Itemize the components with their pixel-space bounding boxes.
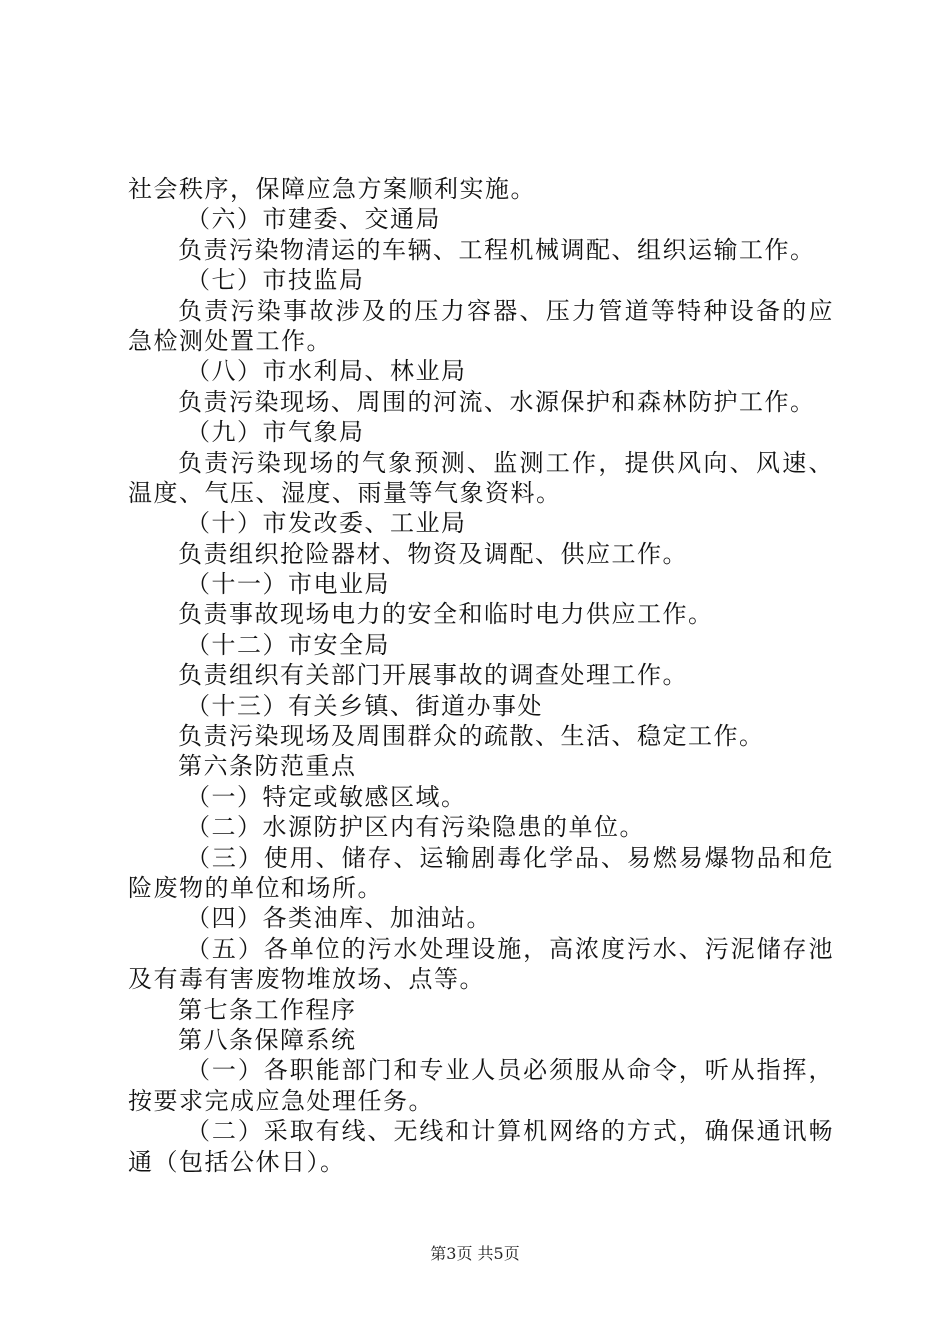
text-line: （九）市气象局 xyxy=(186,418,365,447)
text-line: 险废物的单位和场所。 xyxy=(128,873,383,902)
text-line: 温度、气压、湿度、雨量等气象资料。 xyxy=(128,478,562,507)
text-line: 负责组织抢险器材、物资及调配、供应工作。 xyxy=(178,539,688,568)
text-line: 按要求完成应急处理任务。 xyxy=(128,1086,434,1115)
text-line: （七）市技监局 xyxy=(186,266,365,295)
text-line: （四）各类油库、加油站。 xyxy=(186,904,492,933)
text-line: 负责污染事故涉及的压力容器、压力管道等特种设备的应 xyxy=(178,296,834,325)
text-line: （二）水源防护区内有污染隐患的单位。 xyxy=(186,813,645,842)
text-line: 负责污染现场的气象预测、监测工作，提供风向、风速、 xyxy=(178,448,834,477)
text-line: （六）市建委、交通局 xyxy=(186,205,441,234)
text-line: （一）各职能部门和专业人员必须服从命令，听从指挥， xyxy=(186,1056,834,1085)
text-line: （八）市水利局、林业局 xyxy=(186,357,467,386)
text-line: （二）采取有线、无线和计算机网络的方式，确保通讯畅 xyxy=(186,1117,834,1146)
text-line: （十一）市电业局 xyxy=(186,570,390,599)
text-line: （十三）有关乡镇、街道办事处 xyxy=(186,691,543,720)
body-text xyxy=(128,174,834,1177)
text-line: 及有毒有害废物堆放场、点等。 xyxy=(128,965,485,994)
text-line: 负责事故现场电力的安全和临时电力供应工作。 xyxy=(178,600,714,629)
text-line: 社会秩序，保障应急方案顺利实施。 xyxy=(128,175,536,203)
text-line: 负责污染现场及周围群众的疏散、生活、稳定工作。 xyxy=(178,722,765,751)
text-line: 第七条工作程序 xyxy=(178,995,357,1024)
text-line: 第八条保障系统 xyxy=(178,1025,357,1054)
text-line: （五）各单位的污水处理设施，高浓度污水、污泥储存池 xyxy=(186,934,834,963)
text-line: 负责污染现场、周围的河流、水源保护和森林防护工作。 xyxy=(178,387,816,416)
text-line: （十）市发改委、工业局 xyxy=(186,509,467,538)
text-line: （一）特定或敏感区域。 xyxy=(186,782,467,811)
text-line: 第六条防范重点 xyxy=(178,752,357,781)
text-line: （三）使用、储存、运输剧毒化学品、易燃易爆物品和危 xyxy=(186,843,834,872)
text-line: （十二）市安全局 xyxy=(186,630,390,659)
page-footer: 第3页 共5页 xyxy=(430,1244,520,1263)
text-line: 通（包括公休日）。 xyxy=(128,1147,346,1176)
text-line: 负责污染物清运的车辆、工程机械调配、组织运输工作。 xyxy=(178,235,816,264)
text-line: 负责组织有关部门开展事故的调查处理工作。 xyxy=(178,661,688,690)
text-line: 急检测处置工作。 xyxy=(128,326,332,355)
